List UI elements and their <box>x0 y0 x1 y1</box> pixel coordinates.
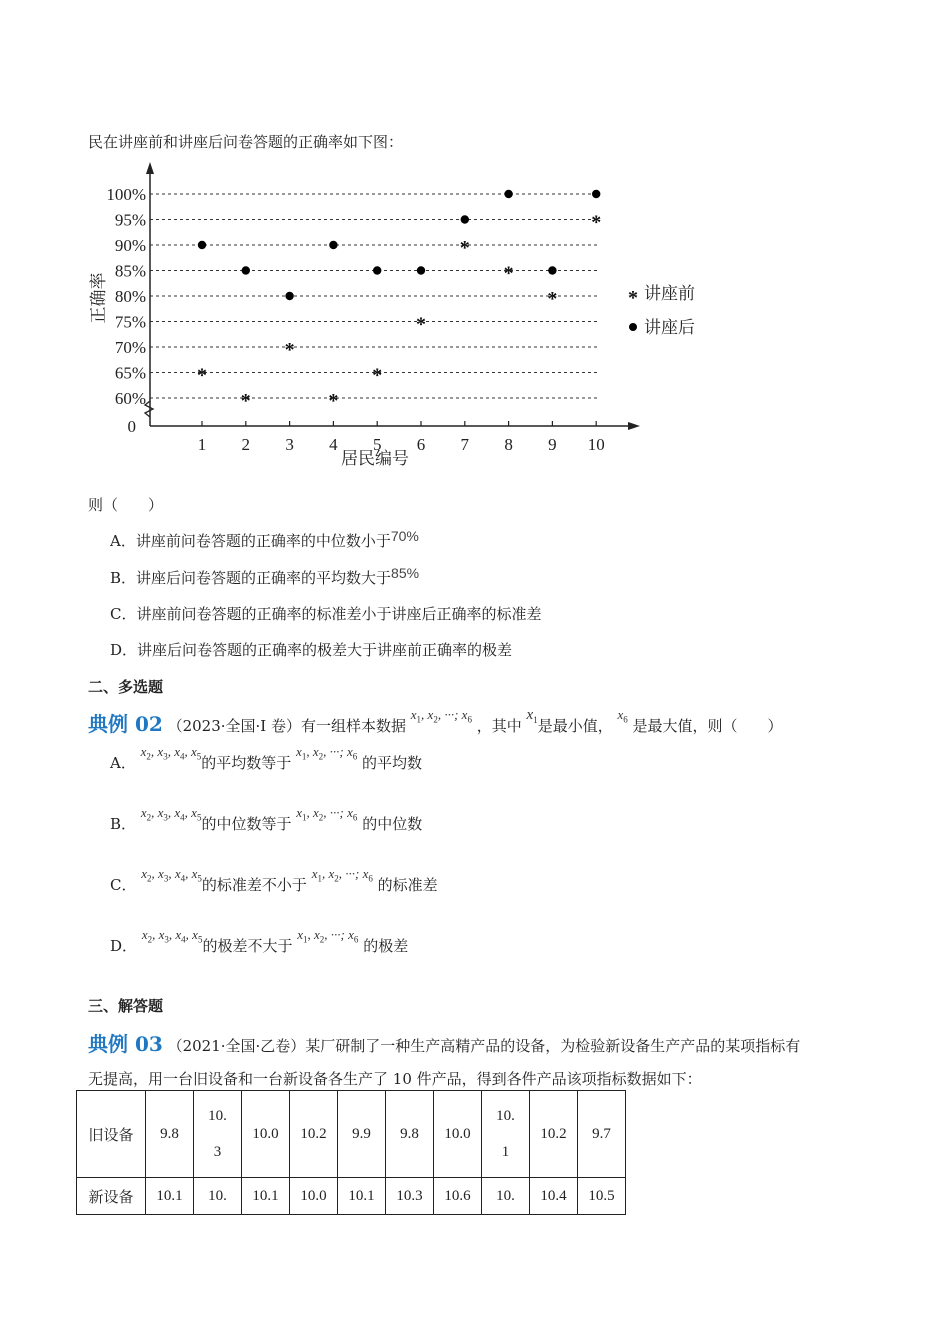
svg-text:75%: 75% <box>114 312 146 332</box>
q1-stem: 则（ ） <box>88 496 164 514</box>
svg-text:60%: 60% <box>114 389 146 408</box>
example-03-label: 典例 03 <box>88 1032 163 1056</box>
q1-option-b[interactable]: B．讲座后问卷答题的正确率的平均数大于85% <box>110 565 420 587</box>
math-x2-to-x5: $x_2$, $x_3$, $x_4$, $x_5$ <box>141 927 203 945</box>
svg-text:7: 7 <box>460 435 470 454</box>
svg-text:*: * <box>547 288 558 310</box>
q1-option-c[interactable]: C．讲座前问卷答题的正确率的标准差小于讲座后正确率的标准差 <box>110 605 542 623</box>
q1-option-d[interactable]: D．讲座后问卷答题的正确率的极差大于讲座前正确率的极差 <box>110 641 513 659</box>
math-x1-to-x6: $x_1$, $x_2$, ···; $x_6$ <box>296 805 358 823</box>
svg-text:8: 8 <box>504 435 513 454</box>
math-x2-to-x5: $x_2$, $x_3$, $x_4$, $x_5$ <box>140 744 202 762</box>
math-x2-to-x5: $x_2$, $x_3$, $x_4$, $x_5$ <box>140 805 202 823</box>
svg-text:*: * <box>197 364 207 387</box>
table-cell: 9.9 <box>338 1091 386 1178</box>
table-cell: 10.0 <box>242 1091 290 1178</box>
example-03-line1: 典例 03 （2021·全国·乙卷）某厂研制了一种生产高精产品的设备，为检验新设备生产产品的某项指标有 <box>88 1032 801 1056</box>
q1-option-a[interactable]: A．讲座前问卷答题的正确率的中位数小于70% <box>110 528 419 550</box>
svg-text:*: * <box>628 287 638 309</box>
math-x1: $x_1$ <box>526 707 538 725</box>
svg-text:6: 6 <box>416 435 426 454</box>
table-row-old-device <box>77 1091 626 1178</box>
svg-text:100%: 100% <box>106 185 146 204</box>
table-cell: 10.2 <box>290 1091 338 1178</box>
table-cell: 9.7 <box>578 1091 626 1178</box>
svg-text:90%: 90% <box>114 236 146 255</box>
table-cell: 10.3 <box>386 1178 434 1215</box>
device-data-table <box>76 1090 626 1215</box>
table-cell: 9.8 <box>386 1091 434 1178</box>
svg-text:居民编号: 居民编号 <box>341 449 409 468</box>
math-x1-to-x6: $x_1$, $x_2$, ···; $x_6$ <box>410 707 472 725</box>
ex02-option-b[interactable]: B． $x_2$, $x_3$, $x_4$, $x_5$的中位数等于 $x_1$, $x_2$, ···; $x_6$ 的中位数 <box>110 805 423 833</box>
table-cell: 10. 3 <box>194 1091 242 1178</box>
math-x1-to-x6: $x_1$, $x_2$, ···; $x_6$ <box>297 927 359 945</box>
svg-text:95%: 95% <box>114 210 146 230</box>
svg-text:5: 5 <box>372 435 382 454</box>
intro-line: 民在讲座前和讲座后问卷答题的正确率如下图： <box>88 133 404 151</box>
svg-text:*: * <box>240 390 251 412</box>
svg-text:*: * <box>503 262 514 285</box>
svg-text:9: 9 <box>548 435 557 454</box>
table-cell: 10. <box>194 1178 242 1215</box>
svg-text:1: 1 <box>197 435 207 454</box>
svg-text:正确率: 正确率 <box>89 272 108 324</box>
table-cell: 10.1 <box>242 1178 290 1215</box>
table-cell: 10.1 <box>146 1178 194 1215</box>
svg-text:讲座前: 讲座前 <box>644 284 695 303</box>
table-cell: 10.6 <box>434 1178 482 1215</box>
math-x1-to-x6: $x_1$, $x_2$, ···; $x_6$ <box>311 866 373 884</box>
svg-text:*: * <box>416 313 426 336</box>
svg-text:*: * <box>459 237 470 259</box>
table-cell: 10. 1 <box>482 1091 530 1178</box>
example-02-stem: 典例 02 （2023·全国·I 卷）有一组样本数据 $x_1$, $x_2$, ···; $x_6$ ，其中 $x_1$是最小值， $x_6$ 是最大值，则（ ） <box>88 707 783 736</box>
svg-text:0: 0 <box>127 417 136 436</box>
ex02-option-c[interactable]: C． $x_2$, $x_3$, $x_4$, $x_5$的标准差不小于 $x_1$, $x_2$, ···; $x_6$ 的标准差 <box>110 866 438 894</box>
svg-text:*: * <box>328 390 339 412</box>
section-title-answer-questions: 三、解答题 <box>88 997 164 1015</box>
table-cell: 10.2 <box>530 1091 578 1178</box>
table-cell: 10. <box>482 1178 530 1215</box>
math-x1-to-x6: $x_1$, $x_2$, ···; $x_6$ <box>296 744 358 762</box>
svg-text:讲座后: 讲座后 <box>644 318 695 337</box>
table-cell: 9.8 <box>146 1091 194 1178</box>
example-03-line2: 无提高，用一台旧设备和一台新设备各生产了 10 件产品，得到各件产品该项指标数据如下： <box>88 1070 702 1088</box>
row-label: 旧设备 <box>77 1091 146 1178</box>
math-x2-to-x5: $x_2$, $x_3$, $x_4$, $x_5$ <box>141 866 202 884</box>
svg-text:85%: 85% <box>114 261 146 281</box>
svg-text:65%: 65% <box>114 363 146 383</box>
row-label: 新设备 <box>77 1178 146 1215</box>
svg-text:4: 4 <box>329 435 338 454</box>
svg-text:*: * <box>591 211 602 234</box>
svg-text:*: * <box>372 364 383 387</box>
section-title-multiple-choice: 二、多选题 <box>88 678 164 696</box>
svg-text:10: 10 <box>587 435 605 454</box>
table-row-new-device <box>77 1178 626 1215</box>
table-cell: 10.0 <box>290 1178 338 1215</box>
svg-text:3: 3 <box>285 435 294 454</box>
table-cell: 10.0 <box>434 1091 482 1178</box>
table-cell: 10.1 <box>338 1178 386 1215</box>
svg-text:*: * <box>284 339 295 361</box>
svg-text:70%: 70% <box>114 338 146 357</box>
ex02-option-a[interactable]: A． $x_2$, $x_3$, $x_4$, $x_5$的平均数等于 $x_1$, $x_2$, ···; $x_6$ 的平均数 <box>110 744 423 772</box>
table-cell: 10.5 <box>578 1178 626 1215</box>
example-02-label: 典例 02 <box>88 712 163 736</box>
accuracy-scatter-chart <box>80 158 720 473</box>
ex02-option-d[interactable]: D． $x_2$, $x_3$, $x_4$, $x_5$的极差不大于 $x_1$, $x_2$, ···; $x_6$ 的极差 <box>110 927 409 955</box>
math-x6: $x_6$ <box>617 707 628 725</box>
table-cell: 10.4 <box>530 1178 578 1215</box>
svg-text:80%: 80% <box>114 287 146 306</box>
svg-text:2: 2 <box>241 435 251 454</box>
